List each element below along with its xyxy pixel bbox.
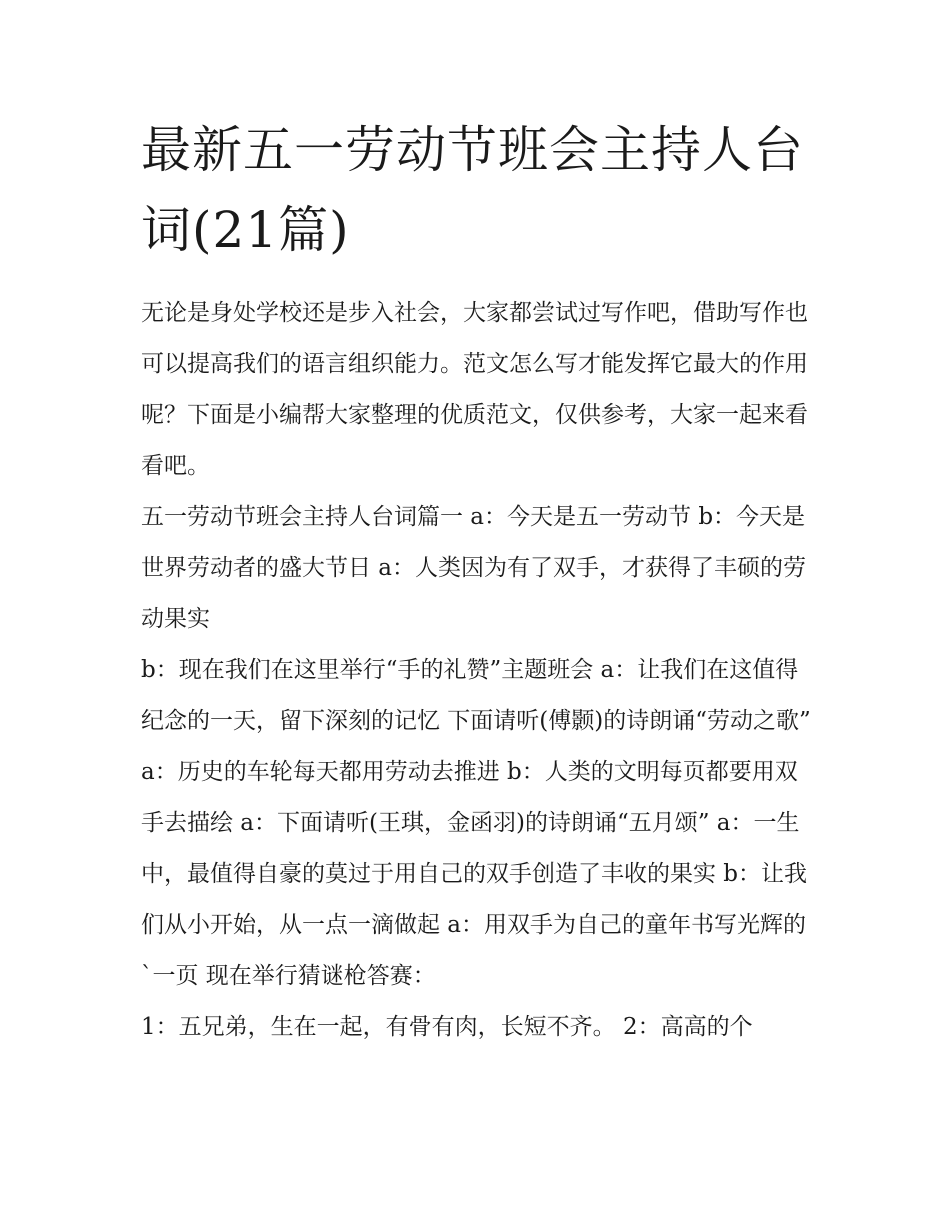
intro-paragraph: 无论是身处学校还是步入社会，大家都尝试过写作吧，借助写作也可以提高我们的语言组织能力。范文怎么写才能发挥它最大的作用呢？下面是小编帮大家整理的优质范文，仅供参考，大家一起来看看吧。	[141, 300, 808, 479]
body-paragraph-2: b：现在我们在这里举行“手的礼赞”主题班会 a：让我们在这值得纪念的一天，留下深刻的记忆 下面请听(傅颢)的诗朗诵“劳动之歌”	[141, 657, 811, 734]
document-page	[141, 110, 813, 1053]
document-title: 最新五一劳动节班会主持人台词(21篇)	[141, 121, 804, 259]
body-paragraph-1: 五一劳动节班会主持人台词篇一 a：今天是五一劳动节 b：今天是世界劳动者的盛大节日 a：人类因为有了双手，才获得了丰硕的劳动果实	[141, 504, 807, 632]
body-paragraph-4: 1：五兄弟，生在一起，有骨有肉，长短不齐。 2：高高的个	[141, 1014, 753, 1040]
body-paragraph-3: a：历史的车轮每天都用劳动去推进 b：人类的文明每页都要用双手去描绘 a：下面请听(王琪，金函羽)的诗朗诵“五月颂” a：一生中，最值得自豪的莫过于用自己的双手创造了丰收的果实 b：让我们从小开始，从一点一滴做起 a：用双手为自己的童年书写光辉的`一页 现在举行猜谜枪答赛：	[141, 759, 808, 989]
